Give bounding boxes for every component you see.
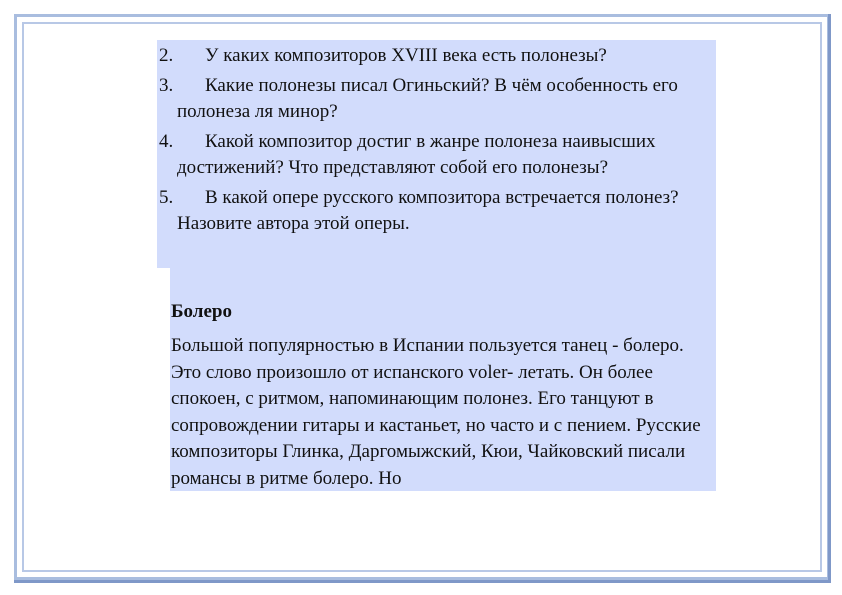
frame-shadow-right [828, 14, 831, 583]
question-number: 4. [159, 131, 174, 152]
question-text: У каких композиторов XVIII века есть полонезы? [205, 45, 607, 66]
section-body: Большой популярностью в Испании пользуется танец - болеро. Это слово произошло от испанского voler- летать. Он более спокоен, с ритмом, напоминающим полонез. Его танцуют в сопровождении гитары и кастаньет, но часто и с пением. Русские композиторы Глинка, Даргомыжский, Кюи, Чайковский писали романсы в ритме болеро. Но [171, 335, 701, 489]
question-item [157, 185, 713, 237]
question-number: 2. [159, 45, 174, 66]
section-title: Болеро [171, 301, 232, 322]
question-item [157, 73, 713, 125]
question-text: Какие полонезы писал Огиньский? В чём особенность его полонеза ля минор? [177, 75, 678, 122]
question-text: Какой композитор достиг в жанре полонеза наивысших достижений? Что представляют собой его полонезы? [177, 131, 656, 178]
question-number: 5. [159, 187, 174, 208]
bolero-section [171, 299, 716, 492]
question-list [157, 43, 713, 241]
question-item [157, 43, 713, 69]
question-text: В какой опере русского композитора встречается полонез? Назовите автора этой оперы. [177, 187, 679, 234]
frame-shadow-bottom [14, 580, 831, 583]
question-item [157, 129, 713, 181]
question-number: 3. [159, 75, 174, 96]
